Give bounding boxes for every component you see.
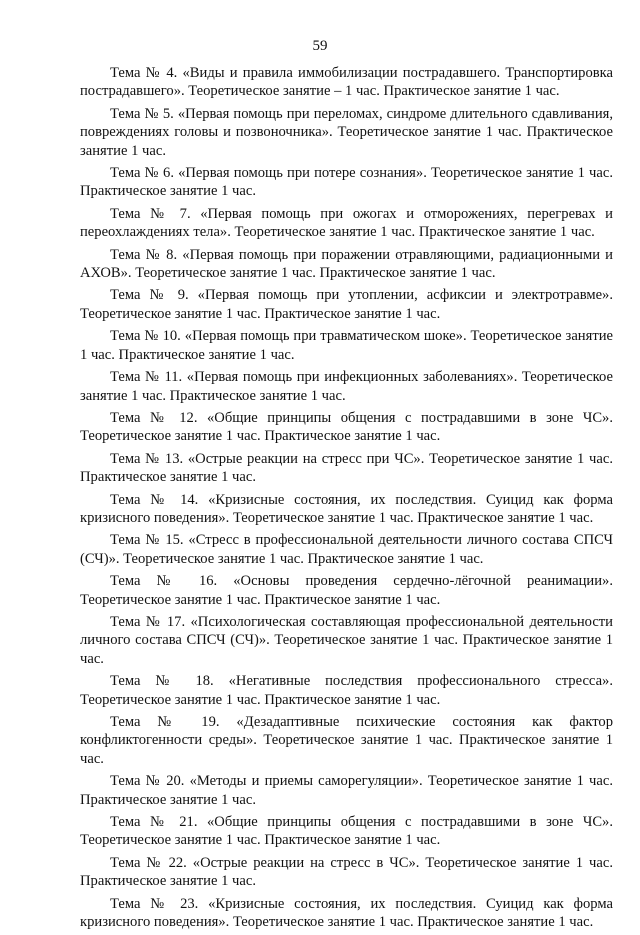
topic-paragraph-21: Тема № 21. «Общие принципы общения с пострадавшими в зоне ЧС». Теоретическое занятие 1 час. Практическое занятие 1 час.	[80, 814, 613, 849]
topic-paragraph-18: Тема № 18. «Негативные последствия профессионального стресса». Теоретическое занятие 1 час. Практическое занятие 1 час.	[80, 673, 613, 708]
topic-paragraph-17: Тема № 17. «Психологическая составляющая профессиональной деятельности личного состава СПСЧ (СЧ)». Теоретическое занятие 1 час. Практическое занятие 1 час.	[80, 613, 613, 667]
topic-paragraph-5: Тема № 5. «Первая помощь при переломах, синдроме длительного сдавливания, повреждениях головы и позвоночника». Теоретическое занятие 1 час. Практическое занятие 1 час.	[80, 105, 613, 159]
topic-paragraph-23: Тема № 23. «Кризисные состояния, их последствия. Суицид как форма кризисного поведения». Теоретическое занятие 1 час. Практическое занятие 1 час.	[80, 895, 613, 931]
topic-paragraph-20: Тема № 20. «Методы и приемы саморегуляции». Теоретическое занятие 1 час. Практическое занятие 1 час.	[80, 773, 613, 808]
topic-paragraph-8: Тема № 8. «Первая помощь при поражении отравляющими, радиационными и АХОВ». Теоретическое занятие 1 час. Практическое занятие 1 час.	[80, 246, 613, 282]
topic-paragraph-12: Тема № 12. «Общие принципы общения с пострадавшими в зоне ЧС». Теоретическое занятие 1 час. Практическое занятие 1 час.	[80, 409, 613, 445]
document-body	[80, 64, 613, 935]
topic-paragraph-15: Тема № 15. «Стресс в профессиональной деятельности личного состава СПСЧ (СЧ)». Теоретическое занятие 1 час. Практическое занятие 1 час.	[80, 532, 613, 567]
topic-paragraph-6: Тема № 6. «Первая помощь при потере сознания». Теоретическое занятие 1 час. Практическое занятие 1 час.	[80, 165, 613, 200]
topic-paragraph-4: Тема № 4. «Виды и правила иммобилизации пострадавшего. Транспортировка пострадавшего». Теоретическое занятие – 1 час. Практическое занятие 1 час.	[80, 65, 613, 100]
topic-paragraph-14: Тема № 14. «Кризисные состояния, их последствия. Суицид как форма кризисного поведения». Теоретическое занятие 1 час. Практическое занятие 1 час.	[80, 491, 613, 526]
topic-paragraph-19: Тема № 19. «Дезадаптивные психические состояния как фактор конфликтогенности среды». Теоретическое занятие 1 час. Практическое занятие 1 час.	[80, 714, 613, 767]
topic-paragraph-9: Тема № 9. «Первая помощь при утоплении, асфиксии и электротравме». Теоретическое занятие 1 час. Практическое занятие 1 час.	[80, 287, 613, 322]
topic-paragraph-13: Тема № 13. «Острые реакции на стресс при ЧС». Теоретическое занятие 1 час. Практическое занятие 1 час.	[80, 450, 613, 486]
page-number: 59	[312, 38, 328, 54]
topic-paragraph-10: Тема № 10. «Первая помощь при травматическом шоке». Теоретическое занятие 1 час. Практическое занятие 1 час.	[80, 328, 613, 363]
topic-paragraph-7: Тема № 7. «Первая помощь при ожогах и отморожениях, перегревах и переохлаждениях тела». Теоретическое занятие 1 час. Практическое занятие 1 час.	[80, 205, 613, 241]
topic-paragraph-11: Тема № 11. «Первая помощь при инфекционных заболеваниях». Теоретическое занятие 1 час. Практическое занятие 1 час.	[80, 369, 613, 404]
topic-paragraph-16: Тема № 16. «Основы проведения сердечно-лёгочной реанимации». Теоретическое занятие 1 час. Практическое занятие 1 час.	[80, 573, 613, 608]
topic-paragraph-22: Тема № 22. «Острые реакции на стресс в ЧС». Теоретическое занятие 1 час. Практическое занятие 1 час.	[80, 854, 613, 890]
